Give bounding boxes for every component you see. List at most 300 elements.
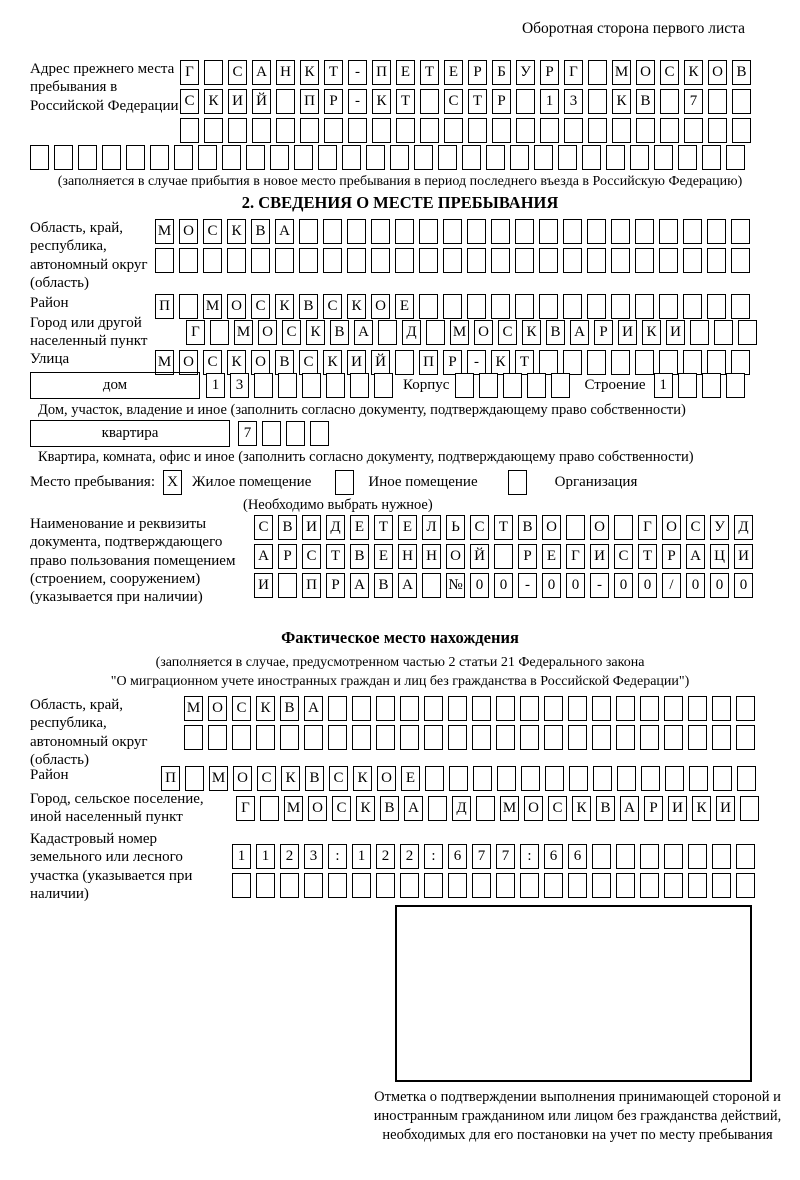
house-row: [30, 372, 745, 399]
char-cell: Р: [540, 60, 559, 85]
char-cell: :: [520, 844, 539, 869]
char-cell: Р: [443, 350, 462, 375]
char-cell: [302, 373, 321, 398]
char-cell: [616, 696, 635, 721]
char-cell: О: [708, 60, 727, 85]
char-cell: [426, 320, 445, 345]
actual-region-row-1: [184, 696, 755, 721]
char-cell: Д: [326, 515, 345, 540]
char-cell: [184, 725, 203, 750]
char-cell: [702, 373, 721, 398]
char-cell: [372, 118, 391, 143]
char-cell: [400, 725, 419, 750]
char-cell: С: [180, 89, 199, 114]
char-cell: 2: [376, 844, 395, 869]
char-cell: К: [372, 89, 391, 114]
char-cell: [726, 145, 745, 170]
char-cell: С: [444, 89, 463, 114]
char-cell: 0: [686, 573, 705, 598]
actual-region-label: Область, край, республика, автономный округ (область): [30, 697, 148, 768]
char-cell: [510, 145, 529, 170]
char-cell: [262, 421, 281, 446]
char-cell: [278, 573, 297, 598]
char-cell: [304, 725, 323, 750]
char-cell: [494, 544, 513, 569]
char-cell: [396, 118, 415, 143]
char-cell: [616, 873, 635, 898]
char-cell: [280, 873, 299, 898]
char-cell: [496, 696, 515, 721]
char-cell: [252, 118, 271, 143]
char-cell: [564, 118, 583, 143]
char-cell: О: [308, 796, 327, 821]
char-cell: Й: [371, 350, 390, 375]
char-cell: Д: [734, 515, 753, 540]
char-cell: [640, 696, 659, 721]
char-cell: [707, 219, 726, 244]
char-cell: [588, 89, 607, 114]
char-cell: [347, 219, 366, 244]
actual-district-field: [30, 766, 756, 791]
char-cell: В: [251, 219, 270, 244]
char-cell: [479, 373, 498, 398]
char-cell: Т: [326, 544, 345, 569]
char-cell: [712, 696, 731, 721]
char-cell: Е: [444, 60, 463, 85]
char-cell: А: [350, 573, 369, 598]
char-cell: В: [596, 796, 615, 821]
char-cell: [400, 873, 419, 898]
char-cell: [736, 844, 755, 869]
char-cell: [588, 60, 607, 85]
char-cell: [419, 248, 438, 273]
char-cell: [689, 766, 708, 791]
char-cell: Е: [374, 544, 393, 569]
city-row: [186, 320, 757, 345]
char-cell: С: [251, 294, 270, 319]
char-cell: [371, 248, 390, 273]
char-cell: 6: [568, 844, 587, 869]
char-cell: [616, 844, 635, 869]
char-cell: [738, 320, 757, 345]
char-cell: -: [590, 573, 609, 598]
char-cell: О: [662, 515, 681, 540]
actual-district-label: Район: [30, 767, 69, 783]
char-cell: С: [332, 796, 351, 821]
char-cell: М: [450, 320, 469, 345]
document-field: [30, 515, 753, 606]
char-cell: М: [500, 796, 519, 821]
stay-type-row: [30, 470, 637, 495]
char-cell: [736, 873, 755, 898]
cadastral-field: [30, 830, 755, 903]
char-cell: О: [542, 515, 561, 540]
stay-type-option-residential: Жилое помещение: [192, 474, 312, 490]
district-label: Район: [30, 295, 69, 311]
char-cell: И: [618, 320, 637, 345]
char-cell: [678, 145, 697, 170]
char-cell: :: [424, 844, 443, 869]
char-cell: [708, 118, 727, 143]
char-cell: И: [668, 796, 687, 821]
char-cell: К: [275, 294, 294, 319]
char-cell: [204, 118, 223, 143]
char-cell: 0: [566, 573, 585, 598]
char-cell: В: [275, 350, 294, 375]
char-cell: В: [280, 696, 299, 721]
char-cell: 0: [710, 573, 729, 598]
char-cell: К: [572, 796, 591, 821]
char-cell: [545, 766, 564, 791]
char-cell: В: [518, 515, 537, 540]
char-cell: [539, 219, 558, 244]
char-cell: [516, 89, 535, 114]
char-cell: [462, 145, 481, 170]
char-cell: [617, 766, 636, 791]
char-cell: [328, 873, 347, 898]
char-cell: [712, 844, 731, 869]
char-cell: 1: [232, 844, 251, 869]
char-cell: С: [498, 320, 517, 345]
char-cell: [374, 373, 393, 398]
char-cell: [438, 145, 457, 170]
char-cell: [486, 145, 505, 170]
char-cell: А: [686, 544, 705, 569]
char-cell: [204, 60, 223, 85]
char-cell: А: [254, 544, 273, 569]
char-cell: [492, 118, 511, 143]
char-cell: [563, 219, 582, 244]
char-cell: [30, 145, 49, 170]
char-cell: [476, 796, 495, 821]
char-cell: [342, 145, 361, 170]
char-cell: [640, 844, 659, 869]
char-cell: О: [636, 60, 655, 85]
stroenie-cells: [654, 373, 745, 398]
char-cell: Н: [422, 544, 441, 569]
char-cell: [424, 873, 443, 898]
char-cell: В: [380, 796, 399, 821]
char-cell: О: [377, 766, 396, 791]
char-cell: [616, 725, 635, 750]
char-cell: С: [614, 544, 633, 569]
char-cell: [611, 219, 630, 244]
char-cell: [654, 145, 673, 170]
char-cell: Г: [566, 544, 585, 569]
char-cell: [424, 696, 443, 721]
char-cell: [280, 725, 299, 750]
char-cell: [688, 725, 707, 750]
char-cell: [376, 696, 395, 721]
actual-location-title: Фактическое место нахождения: [281, 628, 519, 647]
char-cell: [299, 248, 318, 273]
char-cell: [310, 421, 329, 446]
char-cell: [232, 725, 251, 750]
char-cell: 0: [470, 573, 489, 598]
char-cell: [180, 118, 199, 143]
char-cell: Е: [350, 515, 369, 540]
char-cell: Т: [374, 515, 393, 540]
char-cell: [179, 248, 198, 273]
char-cell: И: [254, 573, 273, 598]
char-cell: [587, 219, 606, 244]
char-cell: [126, 145, 145, 170]
char-cell: С: [228, 60, 247, 85]
page-header: Оборотная сторона первого листа: [521, 20, 745, 37]
char-cell: О: [524, 796, 543, 821]
char-cell: [395, 248, 414, 273]
char-cell: П: [302, 573, 321, 598]
char-cell: К: [692, 796, 711, 821]
char-cell: [227, 248, 246, 273]
char-cell: [352, 725, 371, 750]
char-cell: №: [446, 573, 465, 598]
char-cell: [515, 248, 534, 273]
char-cell: -: [348, 89, 367, 114]
char-cell: [712, 725, 731, 750]
char-cell: Т: [324, 60, 343, 85]
char-cell: Ь: [446, 515, 465, 540]
char-cell: К: [227, 350, 246, 375]
char-cell: [726, 373, 745, 398]
char-cell: О: [590, 515, 609, 540]
char-cell: [736, 696, 755, 721]
char-cell: Л: [422, 515, 441, 540]
char-cell: М: [203, 294, 222, 319]
char-cell: [246, 145, 265, 170]
document-row-1: [254, 515, 753, 540]
char-cell: [299, 219, 318, 244]
char-cell: [378, 320, 397, 345]
korpus-label: Корпус: [403, 377, 450, 393]
char-cell: О: [258, 320, 277, 345]
char-cell: [275, 248, 294, 273]
char-cell: 0: [638, 573, 657, 598]
region-field: [30, 219, 750, 292]
char-cell: [636, 118, 655, 143]
char-cell: [472, 725, 491, 750]
char-cell: Д: [452, 796, 471, 821]
char-cell: В: [732, 60, 751, 85]
char-cell: [707, 248, 726, 273]
char-cell: :: [328, 844, 347, 869]
cadastral-label: Кадастровый номер земельного или лесного участка (указывается при наличии): [30, 831, 193, 902]
char-cell: К: [256, 696, 275, 721]
char-cell: С: [686, 515, 705, 540]
char-cell: Е: [395, 294, 414, 319]
stay-type-checkbox-residential: X: [163, 470, 182, 495]
document-row-3: [254, 573, 753, 598]
char-cell: [425, 766, 444, 791]
char-cell: Ц: [710, 544, 729, 569]
char-cell: [467, 248, 486, 273]
char-cell: К: [281, 766, 300, 791]
char-cell: [185, 766, 204, 791]
apartment-cells: [238, 421, 329, 446]
char-cell: -: [348, 60, 367, 85]
char-cell: [714, 320, 733, 345]
char-cell: И: [734, 544, 753, 569]
char-cell: М: [155, 350, 174, 375]
char-cell: С: [203, 350, 222, 375]
document-row-2: [254, 544, 753, 569]
char-cell: К: [347, 294, 366, 319]
char-cell: [491, 219, 510, 244]
char-cell: [515, 219, 534, 244]
char-cell: Й: [470, 544, 489, 569]
char-cell: [443, 248, 462, 273]
char-cell: М: [209, 766, 228, 791]
stay-type-label: Место пребывания:: [30, 474, 155, 490]
stay-type-note: (Необходимо выбрать нужное): [243, 497, 433, 513]
char-cell: С: [329, 766, 348, 791]
char-cell: 0: [734, 573, 753, 598]
char-cell: [683, 219, 702, 244]
char-cell: А: [275, 219, 294, 244]
region-grid: [155, 219, 750, 277]
char-cell: [444, 118, 463, 143]
cadastral-grid: [232, 844, 755, 902]
char-cell: Г: [186, 320, 205, 345]
char-cell: [612, 118, 631, 143]
char-cell: 1: [352, 844, 371, 869]
char-cell: В: [350, 544, 369, 569]
char-cell: С: [548, 796, 567, 821]
char-cell: 3: [304, 844, 323, 869]
char-cell: [635, 219, 654, 244]
actual-location-note-2: "О миграционном учете иностранных граждан и лиц без гражданства в Российской Федерации"): [110, 674, 690, 689]
char-cell: [276, 118, 295, 143]
char-cell: Р: [518, 544, 537, 569]
char-cell: [455, 373, 474, 398]
char-cell: [630, 145, 649, 170]
char-cell: В: [278, 515, 297, 540]
char-cell: К: [491, 350, 510, 375]
cadastral-row-1: [232, 844, 755, 869]
char-cell: [712, 873, 731, 898]
char-cell: А: [570, 320, 589, 345]
char-cell: /: [662, 573, 681, 598]
char-cell: П: [372, 60, 391, 85]
prev-address-grid: [180, 60, 751, 147]
char-cell: Е: [542, 544, 561, 569]
apartment-row: [30, 420, 329, 447]
char-cell: [582, 145, 601, 170]
char-cell: [688, 844, 707, 869]
char-cell: -: [518, 573, 537, 598]
house-box: дом: [30, 372, 200, 399]
char-cell: К: [612, 89, 631, 114]
char-cell: [592, 873, 611, 898]
char-cell: М: [612, 60, 631, 85]
stay-type-option-organization: Организация: [554, 474, 638, 490]
char-cell: С: [299, 350, 318, 375]
char-cell: [323, 248, 342, 273]
char-cell: 0: [494, 573, 513, 598]
cadastral-row-2: [232, 873, 755, 898]
char-cell: О: [251, 350, 270, 375]
char-cell: Т: [396, 89, 415, 114]
char-cell: [659, 219, 678, 244]
char-cell: [678, 373, 697, 398]
char-cell: [544, 725, 563, 750]
char-cell: 1: [256, 844, 275, 869]
char-cell: [684, 118, 703, 143]
char-cell: И: [716, 796, 735, 821]
char-cell: [688, 696, 707, 721]
actual-region-field: [30, 696, 755, 769]
char-cell: [690, 320, 709, 345]
char-cell: [737, 766, 756, 791]
char-cell: М: [284, 796, 303, 821]
char-cell: 0: [542, 573, 561, 598]
char-cell: [566, 515, 585, 540]
char-cell: И: [666, 320, 685, 345]
char-cell: [593, 766, 612, 791]
char-cell: О: [233, 766, 252, 791]
char-cell: О: [179, 219, 198, 244]
actual-location-note-1: (заполняется в случае, предусмотренном частью 2 статьи 21 Федерального закона: [155, 655, 645, 670]
char-cell: [318, 145, 337, 170]
char-cell: Н: [398, 544, 417, 569]
char-cell: П: [300, 89, 319, 114]
char-cell: [78, 145, 97, 170]
char-cell: [251, 248, 270, 273]
actual-city-label: Город, сельское поселение, иной населенный пункт: [30, 791, 204, 826]
char-cell: [352, 873, 371, 898]
char-cell: С: [232, 696, 251, 721]
prev-address-field: [30, 60, 751, 147]
char-cell: Р: [594, 320, 613, 345]
char-cell: [521, 766, 540, 791]
char-cell: О: [227, 294, 246, 319]
char-cell: [428, 796, 447, 821]
korpus-cells: [455, 373, 570, 398]
char-cell: [420, 118, 439, 143]
char-cell: У: [710, 515, 729, 540]
stroenie-label: Строение: [584, 377, 646, 393]
stay-type-checkbox-organization: [508, 470, 527, 495]
document-label: Наименование и реквизиты документа, подтверждающего право пользования помещением (строением, сооружением) (указывается при наличии): [30, 516, 236, 606]
char-cell: К: [642, 320, 661, 345]
char-cell: [713, 766, 732, 791]
char-cell: В: [636, 89, 655, 114]
char-cell: С: [470, 515, 489, 540]
actual-city-field: [30, 790, 759, 827]
char-cell: С: [257, 766, 276, 791]
char-cell: [256, 873, 275, 898]
char-cell: В: [305, 766, 324, 791]
char-cell: И: [302, 515, 321, 540]
city-field: [30, 314, 757, 351]
char-cell: [328, 696, 347, 721]
char-cell: [350, 373, 369, 398]
char-cell: Р: [278, 544, 297, 569]
char-cell: Г: [564, 60, 583, 85]
prev-address-row-3: [180, 118, 751, 143]
char-cell: П: [155, 294, 174, 319]
char-cell: [520, 696, 539, 721]
stay-type-option-other: Иное помещение: [368, 474, 478, 490]
char-cell: [702, 145, 721, 170]
char-cell: Р: [468, 60, 487, 85]
char-cell: [254, 373, 273, 398]
house-caption: Дом, участок, владение и иное (заполнить согласно документу, подтверждающему право собственности): [38, 402, 686, 418]
char-cell: С: [282, 320, 301, 345]
char-cell: К: [353, 766, 372, 791]
char-cell: [665, 766, 684, 791]
char-cell: [323, 219, 342, 244]
